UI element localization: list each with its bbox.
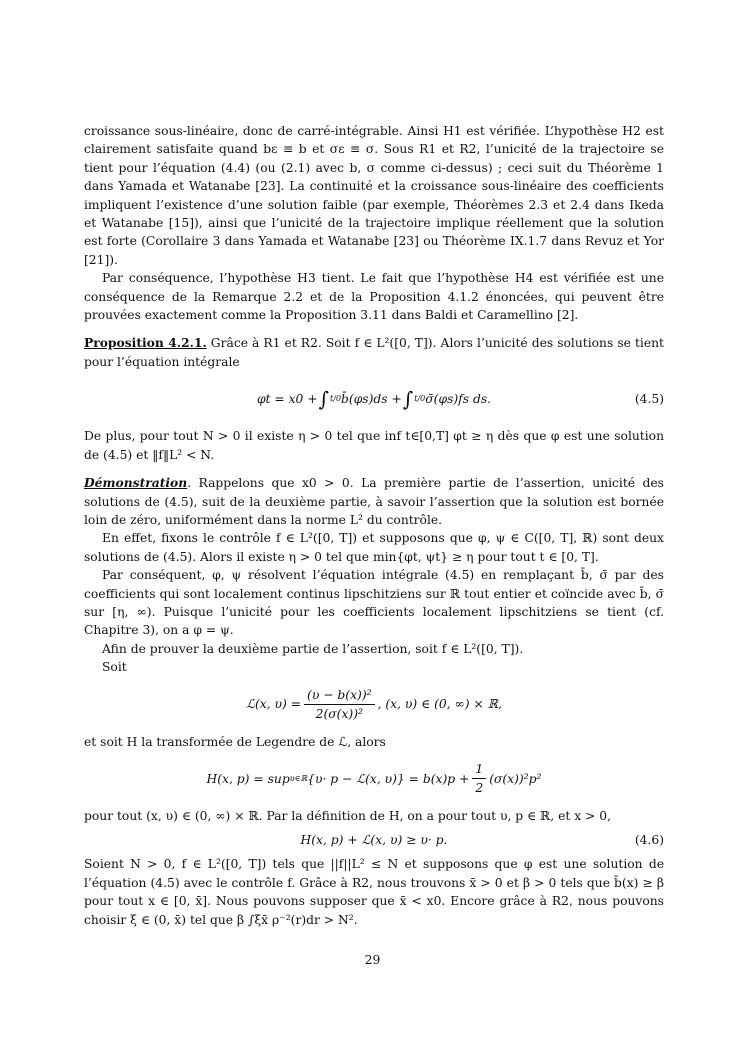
demonstration (84, 474, 664, 529)
paragraph-6: Soit (102, 660, 127, 675)
eq-45-number: (4.5) (634, 392, 664, 407)
eq-H-lhs: H(x, p) = sup (206, 771, 290, 786)
eq-45-mid2: σ̄(φs)fs ds. (425, 392, 492, 407)
eq-H-mid: {υ· p − ℒ(x, υ)} = b(x)p + (307, 771, 470, 786)
eq-45-lhs: φt = x0 + (256, 392, 318, 407)
page-body (84, 122, 664, 929)
eq-L-lhs: ℒ(x, υ) = (246, 697, 302, 712)
eq-L-rhs: , (x, υ) ∈ (0, ∞) × ℝ, (377, 697, 502, 712)
eq-H-frac-num: 1 (472, 760, 486, 779)
equation-4-5 (84, 371, 664, 427)
eq-H-rhs: (σ(x))²p² (489, 771, 542, 786)
eq-L-denominator: 2(σ(x))² (315, 707, 363, 722)
paragraph-2: Par conséquence, l’hypothèse H3 tient. Le fait que l’hypothèse H4 est vérifiée est une conséquence de la Remarque 2.2 et de la Proposition 4.1.2 énoncées, qui peuvent être prouvées exactement comme la Proposition 3.11 dans Baldi et Caramellino [2]. (84, 271, 664, 323)
paragraph-3: En effet, fixons le contrôle f ∈ L²([0, T]) et supposons que φ, ψ ∈ C([0, T], ℝ) sont deux solutions de (4.5). Alors il existe η > 0 tel que min{φt, ψt} ≥ η pour tout t ∈ [0, T]. (84, 531, 664, 564)
paragraph-7: et soit H la transformée de Legendre de ℒ, alors (84, 734, 386, 749)
equation-hamiltonian (84, 751, 664, 807)
demonstration-text: . Rappelons que x0 > 0. La première partie de l’assertion, unicité des solutions de (4.5), suit de la deuxième partie, à savoir l’assertion que la solution est bornée loin de zéro, uniformément dans la norme L² du contrôle. (84, 476, 664, 527)
integral-1-bounds: t/0 (330, 394, 342, 404)
eq-H-frac-den: 2 (475, 781, 484, 796)
paragraph-8: pour tout (x, υ) ∈ (0, ∞) × ℝ. Par la définition de H, on a pour tout υ, p ∈ ℝ, et x > 0, (84, 808, 612, 823)
integral-sign-2: ∫ (402, 387, 414, 412)
eq-H-fraction (472, 760, 486, 798)
eq-46-number: (4.6) (634, 833, 664, 848)
eq-46-body: H(x, p) + ℒ(x, υ) ≥ υ· p. (300, 833, 448, 848)
proposition-4-2-1 (84, 334, 664, 371)
equation-lagrangian (84, 677, 664, 733)
demonstration-label: Démonstration (84, 475, 188, 491)
paragraph-5: Afin de prouver la deuxième partie de l’assertion, soit f ∈ L²([0, T]). (102, 641, 524, 656)
integral-sign-1: ∫ (318, 387, 330, 412)
eq-45-mid1: b̄(φs)ds + (341, 392, 402, 407)
proposition-continuation: De plus, pour tout N > 0 il existe η > 0 tel que inf t∈[0,T] φt ≥ η dès que φ est une solution de (4.5) et ‖f‖L² < N. (84, 429, 664, 462)
proposition-text: Grâce à R1 et R2. Soit f ∈ L²([0, T]). Alors l’unicité des solutions se tient pour l’équation intégrale (84, 336, 664, 369)
paragraph-4: Par conséquent, φ, ψ résolvent l’équation intégrale (4.5) en remplaçant b̄, σ̄ par des coefficients qui sont localement continus lipschitziens sur ℝ tout entier et coïncide avec b̄, σ̄ sur [η, ∞). Puisque l’unicité pour les coefficients localement lipschitziens se tient (cf. Chapitre 3), on a φ = ψ. (84, 568, 664, 638)
paragraph-1: croissance sous-linéaire, donc de carré-intégrable. Ainsi H1 est vérifiée. L’hypothèse H2 est clairement satisfaite quand bε ≡ b et σε ≡ σ. Sous R1 et R2, l’unicité de la trajectoire se tient pour l’équation (4.4) (ou (2.1) avec b, σ comme ci-dessus) ; ceci suit du Théorème 1 dans Yamada et Watanabe [23]. La continuité et la croissance sous-linéaire des coefficients impliquent l’existence d’une solution faible (par exemple, Théorèmes 2.3 et 2.4 dans Ikeda et Watanabe [15]), ainsi que l’unicité de la trajectoire implique réellement que la solution est forte (Corollaire 3 dans Yamada et Watanabe [23] ou Théorème IX.1.7 dans Revuz et Yor [21]). (84, 124, 664, 267)
eq-H-sub: υ∈ℝ (289, 773, 308, 783)
integral-2-bounds: t/0 (414, 394, 426, 404)
eq-L-fraction (304, 686, 375, 724)
equation-4-6 (84, 825, 664, 855)
proposition-label: Proposition 4.2.1. (84, 335, 207, 351)
page-number: 29 (364, 953, 381, 967)
paragraph-9: Soient N > 0, f ∈ L²([0, T]) tels que ||f||L² ≤ N et supposons que φ est une solution de l’équation (4.5) avec le contrôle f. Grâce à R2, nous trouvons x̄ > 0 et β > 0 tels que b̄(x) ≥ β pour tout x ∈ [0, x̄]. Nous pouvons supposer que x̄ < x0. Encore grâce à R2, nous pouvons choisir ξ ∈ (0, x̄) tel que β ∫ξx̄ ρ⁻²(r)dr > N². (84, 857, 664, 927)
eq-L-numerator: (υ − b(x))² (304, 686, 375, 705)
